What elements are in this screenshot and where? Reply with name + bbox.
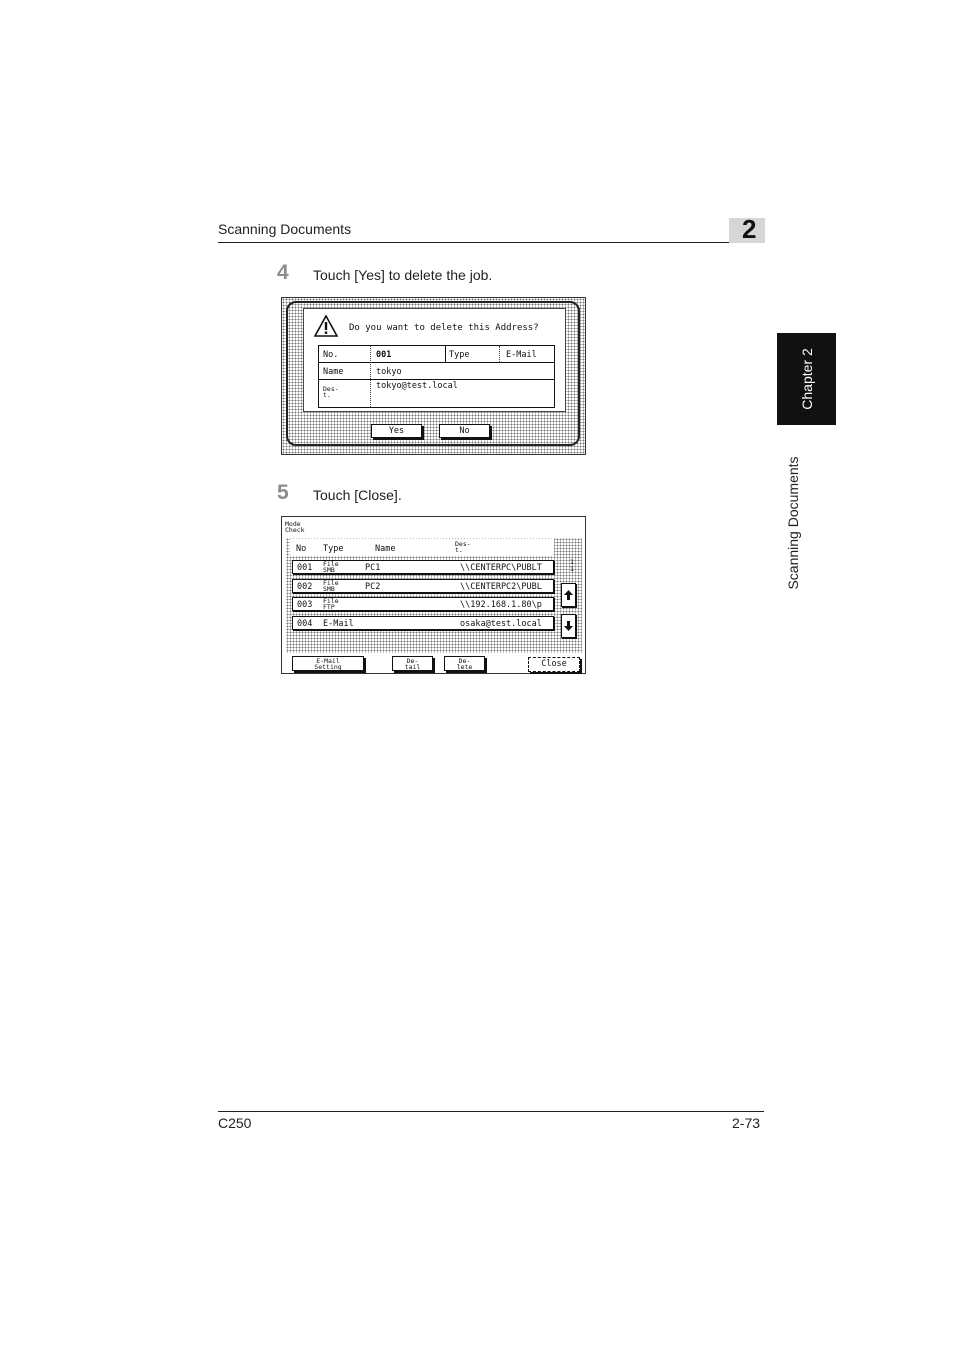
section-tab-text: Scanning Documents — [785, 456, 801, 590]
chapter-number: 2 — [742, 214, 757, 244]
email-setting-label-1: E-Mail — [316, 657, 340, 665]
type-value: E-Mail — [506, 350, 537, 360]
column-dest-2: t. — [455, 546, 463, 554]
scroll-down-button[interactable] — [561, 614, 576, 638]
chapter-tab-text: Chapter 2 — [798, 348, 815, 410]
row-dest: \\192.168.1.80\p — [460, 600, 542, 610]
close-button[interactable]: Close — [528, 657, 580, 672]
column-name: Name — [375, 544, 396, 554]
table-divider — [370, 346, 371, 407]
dest-value: tokyo@test.local — [376, 381, 458, 391]
step-5-text: Touch [Close]. — [313, 487, 402, 503]
name-label: Name — [323, 367, 344, 377]
step-4-text: Touch [Yes] to delete the job. — [313, 267, 493, 283]
delete-label-2: lete — [456, 663, 473, 671]
table-row[interactable] — [292, 616, 554, 630]
step-5-number: 5 — [277, 481, 289, 504]
detail-label-1: De- — [406, 657, 419, 665]
dest-label-1: Des- — [323, 385, 339, 393]
footer-page-number: 2-73 — [732, 1115, 761, 1131]
page-indicator-2: 1 — [570, 565, 574, 573]
row-no: 002 — [297, 582, 313, 592]
dest-label-2: t. — [323, 391, 331, 399]
column-type: Type — [323, 544, 344, 554]
header-rule — [218, 242, 764, 243]
row-type-1: File — [323, 579, 339, 587]
scroll-up-button[interactable] — [561, 583, 576, 607]
arrow-down-icon — [562, 615, 575, 637]
row-dest: \\CENTERPC\PUBLT — [460, 563, 542, 573]
page-indicator-1: 1 — [570, 558, 574, 566]
table-row[interactable] — [292, 579, 554, 593]
mode-check-title-1: Mode — [285, 520, 301, 528]
table-divider-type-value — [499, 346, 500, 362]
footer-rule — [218, 1111, 764, 1112]
table-divider-type — [445, 346, 446, 362]
row-no: 001 — [297, 563, 313, 573]
row-type-1: File — [323, 597, 339, 605]
row-name: PC2 — [365, 582, 381, 592]
row-type-2: SMB — [323, 566, 335, 574]
warning-icon — [314, 315, 338, 337]
chapter-tab-label — [777, 333, 836, 425]
table-rule-1 — [319, 362, 554, 363]
arrow-up-icon — [562, 584, 575, 606]
row-no: 003 — [297, 600, 313, 610]
section-tab-label — [777, 438, 809, 608]
address-detail-table — [318, 345, 555, 408]
delete-label-1: De- — [458, 657, 471, 665]
row-type-1: E-Mail — [323, 619, 354, 629]
detail-label-2: tail — [404, 663, 421, 671]
row-no: 004 — [297, 619, 313, 629]
column-dest-1: Des- — [455, 540, 471, 548]
type-label: Type — [449, 350, 470, 360]
footer-model: C250 — [218, 1115, 252, 1131]
yes-button[interactable]: Yes — [371, 424, 422, 438]
no-value: 001 — [376, 350, 392, 360]
running-header-title: Scanning Documents — [218, 221, 352, 237]
email-setting-label-2: Setting — [314, 663, 342, 671]
column-no: No — [296, 544, 307, 554]
row-type-2: SMB — [323, 585, 335, 593]
delete-button[interactable] — [444, 656, 485, 671]
row-type-1: File — [323, 560, 339, 568]
email-setting-button[interactable] — [292, 656, 364, 671]
no-label: No. — [323, 350, 339, 360]
row-dest: \\CENTERPC2\PUBL — [460, 582, 542, 592]
table-rule-2 — [319, 379, 554, 380]
table-row[interactable] — [292, 597, 554, 611]
detail-button[interactable] — [392, 656, 433, 671]
mode-check-title-2: Check — [285, 526, 305, 534]
no-button[interactable]: No — [439, 424, 490, 438]
row-name: PC1 — [365, 563, 381, 573]
name-value: tokyo — [376, 367, 402, 377]
row-type-2: FTP — [323, 603, 335, 611]
delete-question: Do you want to delete this Address? — [349, 323, 539, 333]
row-dest: osaka@test.local — [460, 619, 542, 629]
table-row[interactable] — [292, 560, 554, 574]
step-4-number: 4 — [277, 261, 289, 284]
